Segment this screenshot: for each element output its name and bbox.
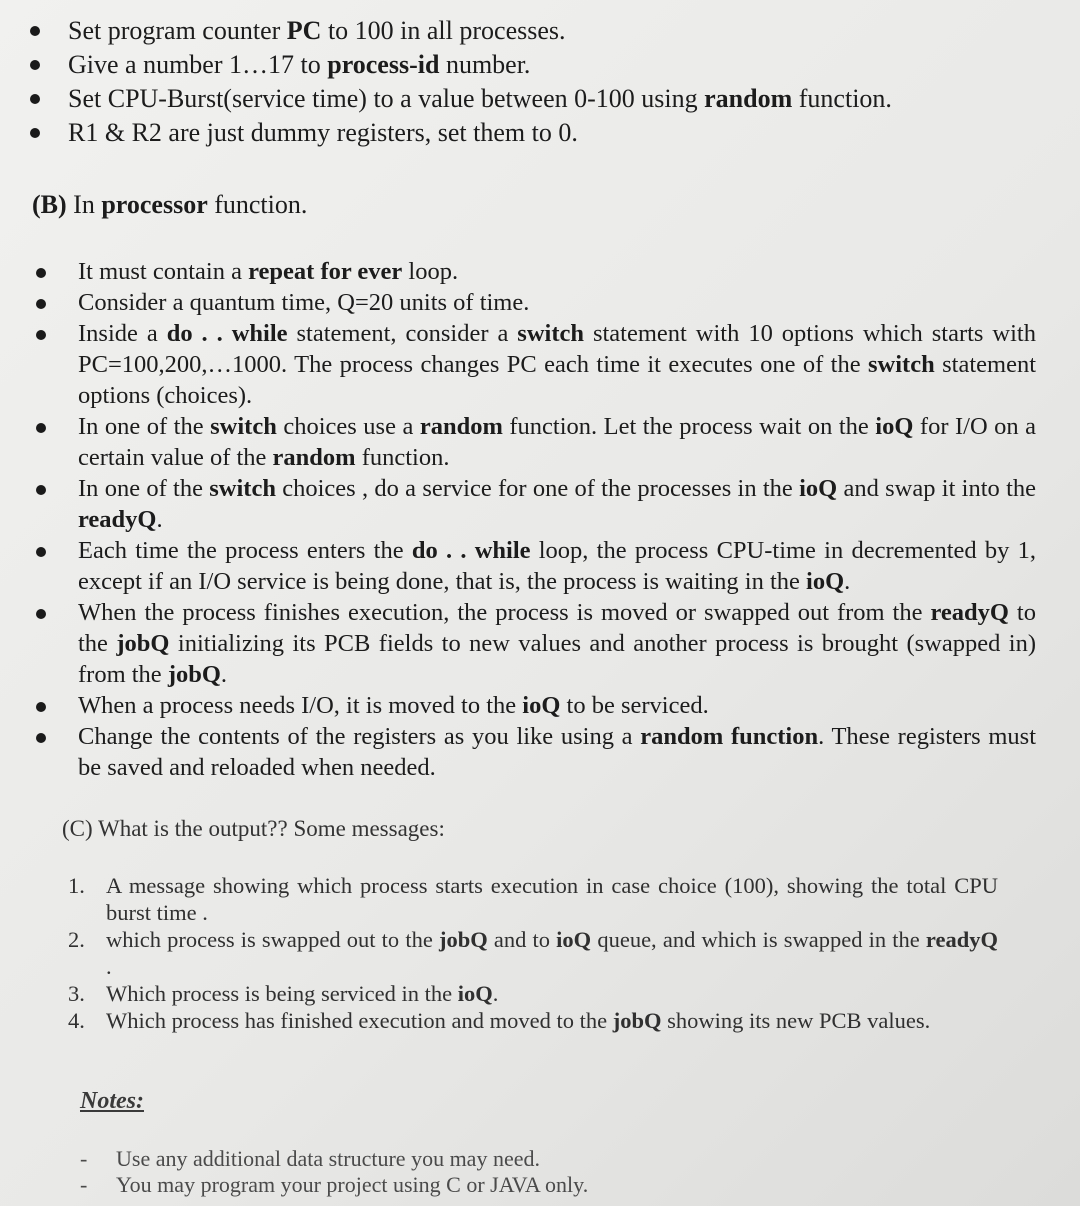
bullet-item	[36, 473, 1036, 535]
bullet-dot	[36, 702, 46, 712]
text-run: and swap it into the	[837, 475, 1037, 502]
bullet-dot	[36, 423, 46, 433]
bullet-dot	[30, 94, 40, 104]
bold-term: switch	[210, 413, 277, 440]
text-run: A message showing which process starts execution in case choice (100), showing the total CPU burst time .	[106, 873, 998, 925]
section-b-heading	[32, 190, 307, 220]
text-run: loop, the process CPU-time in decremented by 1, except if an I/O service is being done, that is, the process is waiting in the	[78, 537, 1036, 595]
note-text: Use any additional data structure you may need.	[116, 1146, 540, 1171]
note-item	[80, 1172, 980, 1198]
text-run: . These registers must be saved and reloaded when needed.	[78, 723, 1036, 781]
text-run: statement options (choices).	[78, 351, 1037, 409]
bullet-dot	[36, 299, 46, 309]
text-run: .	[492, 981, 499, 1006]
text-run: R1 & R2 are just dummy registers, set them to 0.	[68, 118, 578, 147]
note-item	[80, 1146, 980, 1172]
bold-term: random	[272, 444, 356, 471]
notes-list	[80, 1146, 980, 1198]
text-run: .	[156, 506, 163, 533]
text-run: In one of the	[78, 413, 211, 440]
bold-term: switch	[517, 320, 584, 347]
text-run: and to	[487, 927, 557, 952]
output-messages-list	[68, 872, 998, 1034]
text-run: function. Let the process wait on the	[502, 413, 876, 440]
text-run: loop.	[402, 258, 459, 285]
text-run: Inside a	[78, 320, 167, 347]
bullet-dot	[36, 330, 46, 340]
text-run: number.	[439, 50, 531, 79]
bullet-dot	[36, 547, 46, 557]
text-run: which process is swapped out to the	[106, 927, 439, 952]
text-run: function.	[207, 190, 308, 219]
bold-term: jobQ	[438, 927, 488, 952]
text-run: Which process has finished execution and moved to the	[106, 1008, 613, 1033]
text-run: Set CPU-Burst(service time) to a value between 0-100 using	[68, 84, 705, 113]
section-c-heading	[62, 816, 445, 842]
bullet-item	[30, 116, 1030, 150]
bold-term: readyQ	[930, 599, 1009, 626]
text-run: initializing its PCB fields to new values and another process is brought (swapped in) from the	[78, 630, 1036, 688]
dash-marker: -	[80, 1172, 88, 1197]
item-number: 4.	[68, 1008, 85, 1033]
text-run: It must contain a	[78, 258, 249, 285]
note-text: You may program your project using C or JAVA only.	[116, 1172, 589, 1197]
dash-marker: -	[80, 1146, 88, 1171]
bullet-dot	[30, 128, 40, 138]
bold-term: jobQ	[612, 1008, 662, 1033]
section-b-bullet-list	[36, 256, 1036, 783]
text-run: choices use a	[276, 413, 420, 440]
bold-term: random	[419, 413, 503, 440]
text-run: statement, consider a	[287, 320, 518, 347]
bullet-item	[36, 318, 1036, 411]
bullet-item	[30, 14, 1030, 48]
bullet-dot	[36, 733, 46, 743]
bullet-item	[36, 411, 1036, 473]
item-number: 3.	[68, 981, 85, 1006]
bold-term: readyQ	[78, 506, 157, 533]
text-run: Consider a quantum time, Q=20 units of time.	[78, 289, 530, 316]
notes-title: Notes:	[80, 1088, 144, 1114]
text-run: queue, and which is swapped in the	[591, 927, 926, 952]
bold-term: switch	[209, 475, 276, 502]
bold-term: ioQ	[799, 475, 838, 502]
bold-term: do . . while	[411, 537, 531, 564]
text-run: (C) What is the output?? Some messages:	[62, 816, 445, 841]
bullet-item	[36, 287, 1036, 318]
text-run: showing its new PCB values.	[661, 1008, 931, 1033]
bullet-item	[30, 82, 1030, 116]
bold-term: repeat for ever	[248, 258, 403, 285]
bold-term: process-id	[327, 50, 440, 79]
text-run: When the process finishes execution, the process is moved or swapped out from the	[78, 599, 931, 626]
bullet-item	[36, 535, 1036, 597]
bold-term: ioQ	[556, 927, 592, 952]
bold-term: random function	[640, 723, 819, 750]
item-number: 1.	[68, 873, 85, 898]
bold-term: readyQ	[925, 927, 998, 952]
bold-term: jobQ	[116, 630, 170, 657]
output-message-item	[68, 872, 998, 926]
text-run: .	[106, 954, 112, 979]
text-run: statement with 10 options which starts with PC=100,200,…1000. The process changes PC each time it executes one of the	[78, 320, 1036, 378]
bullet-item	[36, 690, 1036, 721]
bold-term: ioQ	[522, 692, 561, 719]
text-run: Change the contents of the registers as you like using a	[78, 723, 641, 750]
text-run: choices , do a service for one of the processes in the	[275, 475, 800, 502]
bullet-dot	[30, 60, 40, 70]
bullet-dot	[30, 26, 40, 36]
bullet-item	[36, 597, 1036, 690]
section-a-bullet-list	[30, 14, 1030, 150]
bullet-item	[36, 256, 1036, 287]
bold-term: do . . while	[166, 320, 288, 347]
bullet-dot	[36, 609, 46, 619]
text-run: .	[844, 568, 851, 595]
bold-term: ioQ	[806, 568, 845, 595]
output-message-item	[68, 980, 998, 1007]
bullet-dot	[36, 485, 46, 495]
text-run: In	[66, 190, 102, 219]
text-run: for I/O on a certain value of the	[78, 413, 1037, 471]
bullet-item	[30, 48, 1030, 82]
bullet-item	[36, 721, 1036, 783]
text-run: to be serviced.	[560, 692, 709, 719]
text-run: .	[220, 661, 228, 688]
bold-term: processor	[101, 190, 208, 219]
bold-term: ioQ	[875, 413, 914, 440]
text-run: to 100 in all processes.	[321, 16, 566, 45]
bold-term: jobQ	[167, 661, 221, 688]
text-run: Each time the process enters the	[78, 537, 412, 564]
text-run: Give a number 1…17 to	[68, 50, 328, 79]
bold-term: random	[704, 84, 793, 113]
text-run: Which process is being serviced in the	[106, 981, 458, 1006]
output-message-item	[68, 926, 998, 980]
output-message-item	[68, 1007, 998, 1034]
bold-term: (B)	[32, 190, 67, 219]
bold-term: switch	[868, 351, 935, 378]
item-number: 2.	[68, 927, 85, 952]
text-run: to the	[78, 599, 1036, 657]
text-run: function.	[355, 444, 450, 471]
bold-term: PC	[286, 16, 322, 45]
text-run: When a process needs I/O, it is moved to the	[78, 692, 523, 719]
bold-term: ioQ	[457, 981, 493, 1006]
text-run: function.	[792, 84, 892, 113]
text-run: In one of the	[78, 475, 210, 502]
bullet-dot	[36, 268, 46, 278]
text-run: Set program counter	[68, 16, 287, 45]
